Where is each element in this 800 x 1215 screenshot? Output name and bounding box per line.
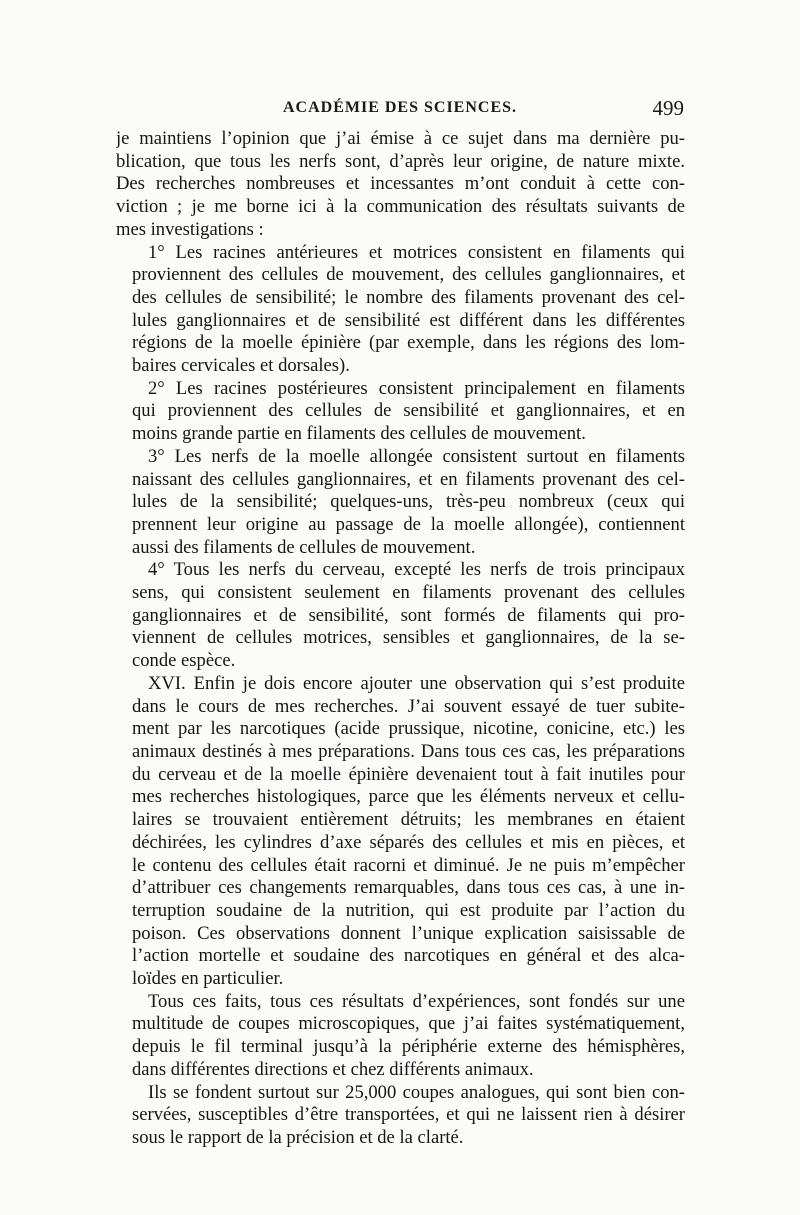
text-line: servées, susceptibles d’être transportées, et qui ne laissent rien à désirer: [132, 1104, 685, 1126]
paragraph: [116, 446, 685, 560]
text-line: moins grande partie en filaments des cellules de mouvement.: [132, 423, 586, 445]
text-line: régions de la moelle épinière (par exemple, dans les régions des lom-: [132, 332, 685, 354]
text-line: déchirées, les cylindres d’axe séparés des cellules et mis en pièces, et: [132, 831, 685, 853]
text-line: ment par les narcotiques (acide prussique, nicotine, conicine, etc.) les: [132, 718, 685, 740]
text-line: aussi des filaments de cellules de mouvement.: [132, 536, 476, 558]
text-line: 1° Les racines antérieures et motrices consistent en filaments qui: [148, 241, 685, 263]
text-line: lules de la sensibilité; quelques-uns, très-peu nombreux (ceux qui: [132, 491, 685, 513]
text-line: baires cervicales et dorsales).: [132, 355, 350, 377]
text-line: XVI. Enfin je dois encore ajouter une observation qui s’est produite: [148, 672, 685, 694]
paragraph: [116, 378, 685, 446]
text-line: viction ; je me borne ici à la communication des résultats suivants de: [116, 196, 685, 218]
text-line: 4° Tous les nerfs du cerveau, excepté les nerfs de trois principaux: [148, 559, 685, 581]
paragraph: [116, 1082, 685, 1150]
text-line: terruption soudaine de la nutrition, qui est produite par l’action du: [132, 899, 685, 921]
text-line: mes recherches histologiques, parce que les éléments nerveux et cellu-: [132, 786, 685, 808]
text-line: 3° Les nerfs de la moelle allongée consistent surtout en filaments: [148, 445, 685, 467]
paragraph: [116, 128, 685, 242]
text-line: sous le rapport de la précision et de la clarté.: [132, 1126, 464, 1148]
text-line: ganglionnaires et de sensibilité, sont formés de filaments qui pro-: [132, 604, 685, 626]
text-line: Tous ces faits, tous ces résultats d’expériences, sont fondés sur une: [148, 990, 685, 1012]
running-title: ACADÉMIE DES SCIENCES.: [282, 99, 518, 116]
text-line: sens, qui consistent seulement en filaments provenant des cellules: [132, 582, 685, 604]
text-line: dans différentes directions et chez différents animaux.: [132, 1058, 534, 1080]
text-line: viennent de cellules motrices, sensibles et ganglionnaires, de la se-: [132, 627, 685, 649]
body-text: [116, 128, 685, 1150]
text-line: animaux destinés à mes préparations. Dans tous ces cas, les préparations: [132, 740, 685, 762]
text-line: des cellules de sensibilité; le nombre des filaments provenant des cel-: [132, 286, 685, 308]
text-line: poison. Ces observations donnent l’unique explication saisissable de: [132, 922, 685, 944]
text-line: Ils se fondent surtout sur 25,000 coupes analogues, qui sont bien con-: [148, 1081, 685, 1103]
text-line: multitude de coupes microscopiques, que j’ai faites systématiquement,: [132, 1013, 685, 1035]
page-number: 499: [652, 96, 684, 120]
text-line: blication, que tous les nerfs sont, d’après leur origine, de nature mixte.: [116, 150, 685, 172]
text-line: du cerveau et de la moelle épinière devenaient tout à fait inutiles pour: [132, 763, 685, 785]
text-line: qui proviennent des cellules de sensibilité et ganglionnaires, et en: [132, 400, 685, 422]
text-line: Des recherches nombreuses et incessantes m’ont conduit à cette con-: [116, 173, 685, 195]
paragraph: [116, 673, 685, 991]
text-line: depuis le fil terminal jusqu’à la périphérie externe des hémisphères,: [132, 1036, 685, 1058]
paragraph: [116, 559, 685, 673]
text-line: lules ganglionnaires et de sensibilité est différent dans les différentes: [132, 309, 685, 331]
text-line: le contenu des cellules était racorni et diminué. Je ne puis m’empêcher: [132, 854, 685, 876]
text-line: laires se trouvaient entièrement détruits; les membranes en étaient: [132, 809, 685, 831]
paragraph: [116, 242, 685, 378]
page-header: [116, 96, 684, 123]
text-line: naissant des cellules ganglionnaires, et en filaments provenant des cel-: [132, 468, 685, 490]
text-line: conde espèce.: [132, 650, 236, 672]
text-line: prennent leur origine au passage de la moelle allongée), contiennent: [132, 513, 685, 535]
text-line: l’action mortelle et soudaine des narcotiques en général et des alca-: [132, 945, 685, 967]
text-line: dans le cours de mes recherches. J’ai souvent essayé de tuer subite-: [132, 695, 685, 717]
text-line: proviennent des cellules de mouvement, des cellules ganglionnaires, et: [132, 264, 685, 286]
text-line: mes investigations :: [116, 218, 264, 240]
text-line: loïdes en particulier.: [132, 968, 284, 990]
paragraph: [116, 991, 685, 1082]
text-line: d’attribuer ces changements remarquables, dans tous ces cas, à une in-: [132, 877, 685, 899]
text-line: je maintiens l’opinion que j’ai émise à ce sujet dans ma dernière pu-: [116, 128, 685, 149]
text-line: 2° Les racines postérieures consistent principalement en filaments: [148, 377, 685, 399]
